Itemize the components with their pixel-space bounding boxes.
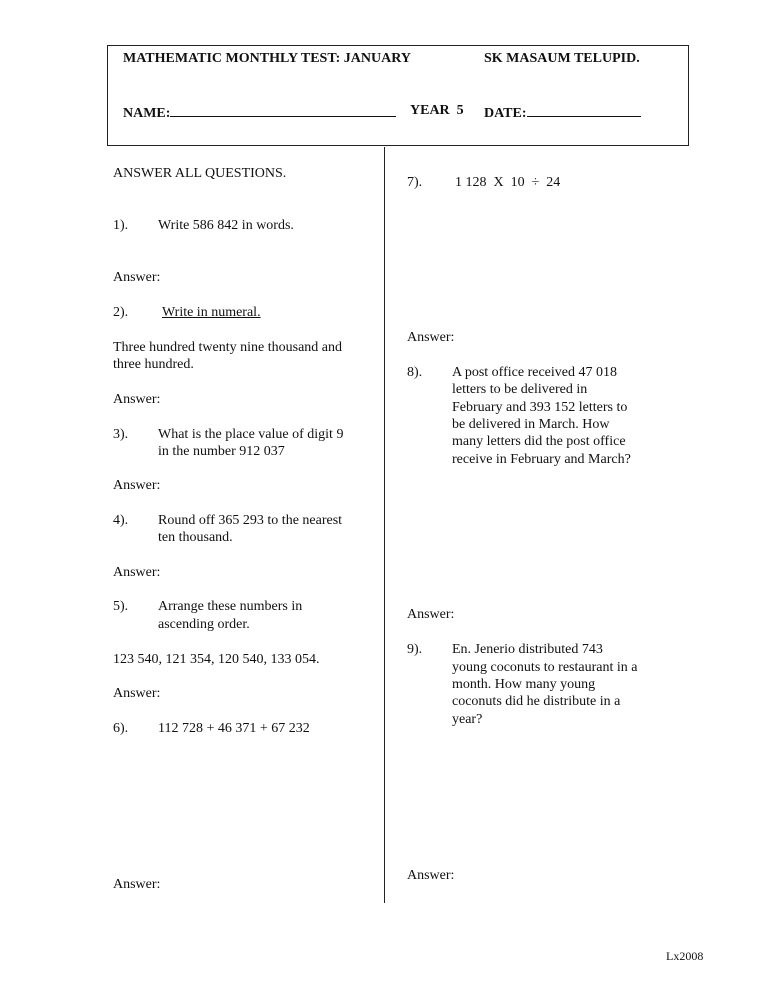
q8-text-line-5: many letters did the post office	[452, 434, 626, 449]
name-field	[123, 103, 396, 122]
q6-text: 112 728 + 46 371 + 67 232	[158, 721, 310, 736]
q9-text-line-4: coconuts did he distribute in a	[452, 694, 621, 709]
q8-text-line-4: be delivered in March. How	[452, 417, 610, 432]
q1-text: Write 586 842 in words.	[158, 218, 294, 233]
q9-number: 9).	[407, 642, 423, 657]
q7-expression: 1 128 X 10 ÷ 24	[455, 175, 561, 190]
q3-answer-label: Answer:	[113, 478, 161, 493]
q9-text-line-3: month. How many young	[452, 677, 596, 692]
q8-answer-label: Answer:	[407, 607, 455, 622]
q8-number: 8).	[407, 365, 423, 380]
q4-text-line-2: ten thousand.	[158, 530, 233, 545]
year-value: 5	[456, 103, 464, 118]
date-field	[484, 103, 641, 122]
date-blank	[527, 103, 641, 117]
q2-numeral-line-2: three hundred.	[113, 357, 194, 372]
q6-answer-label: Answer:	[113, 877, 161, 892]
name-label: NAME:	[123, 106, 171, 121]
q6-number: 6).	[113, 721, 129, 736]
q9-text-line-5: year?	[452, 712, 483, 727]
q9-text-line-1: En. Jenerio distributed 743	[452, 642, 603, 657]
year-field	[410, 103, 464, 119]
q1-answer-label: Answer:	[113, 270, 161, 285]
q9-answer-label: Answer:	[407, 868, 455, 883]
q5-text-line-1: Arrange these numbers in	[158, 599, 303, 614]
q2-number: 2).	[113, 305, 129, 320]
q3-text-line-1: What is the place value of digit 9	[158, 427, 344, 442]
q5-number-list: 123 540, 121 354, 120 540, 133 054.	[113, 652, 320, 667]
q4-number: 4).	[113, 513, 129, 528]
q8-text-line-2: letters to be delivered in	[452, 382, 588, 397]
q4-answer-label: Answer:	[113, 565, 161, 580]
q3-number: 3).	[113, 427, 129, 442]
q7-answer-label: Answer:	[407, 330, 455, 345]
q2-text: Write in numeral.	[162, 305, 261, 320]
q5-number: 5).	[113, 599, 129, 614]
school-name: SK MASAUM TELUPID.	[484, 51, 640, 66]
q4-text-line-1: Round off 365 293 to the nearest	[158, 513, 343, 528]
q8-text-line-1: A post office received 47 018	[452, 365, 617, 380]
q8-text-line-3: February and 393 152 letters to	[452, 400, 628, 415]
test-title: MATHEMATIC MONTHLY TEST: JANUARY	[123, 51, 411, 66]
q7-number: 7).	[407, 175, 423, 190]
name-blank	[170, 103, 396, 117]
q2-answer-label: Answer:	[113, 392, 161, 407]
year-label: YEAR	[410, 103, 450, 118]
q5-answer-label: Answer:	[113, 686, 161, 701]
q5-text-line-2: ascending order.	[158, 617, 250, 632]
footer-mark: Lx2008	[666, 949, 704, 963]
instruction: ANSWER ALL QUESTIONS.	[113, 166, 287, 181]
q8-text-line-6: receive in February and March?	[452, 452, 631, 467]
q3-text-line-2: in the number 912 037	[158, 444, 285, 459]
q2-numeral-line-1: Three hundred twenty nine thousand and	[113, 340, 342, 355]
q1-number: 1).	[113, 218, 129, 233]
date-label: DATE:	[484, 106, 527, 121]
q9-text-line-2: young coconuts to restaurant in a	[452, 660, 638, 675]
column-divider	[384, 147, 385, 903]
